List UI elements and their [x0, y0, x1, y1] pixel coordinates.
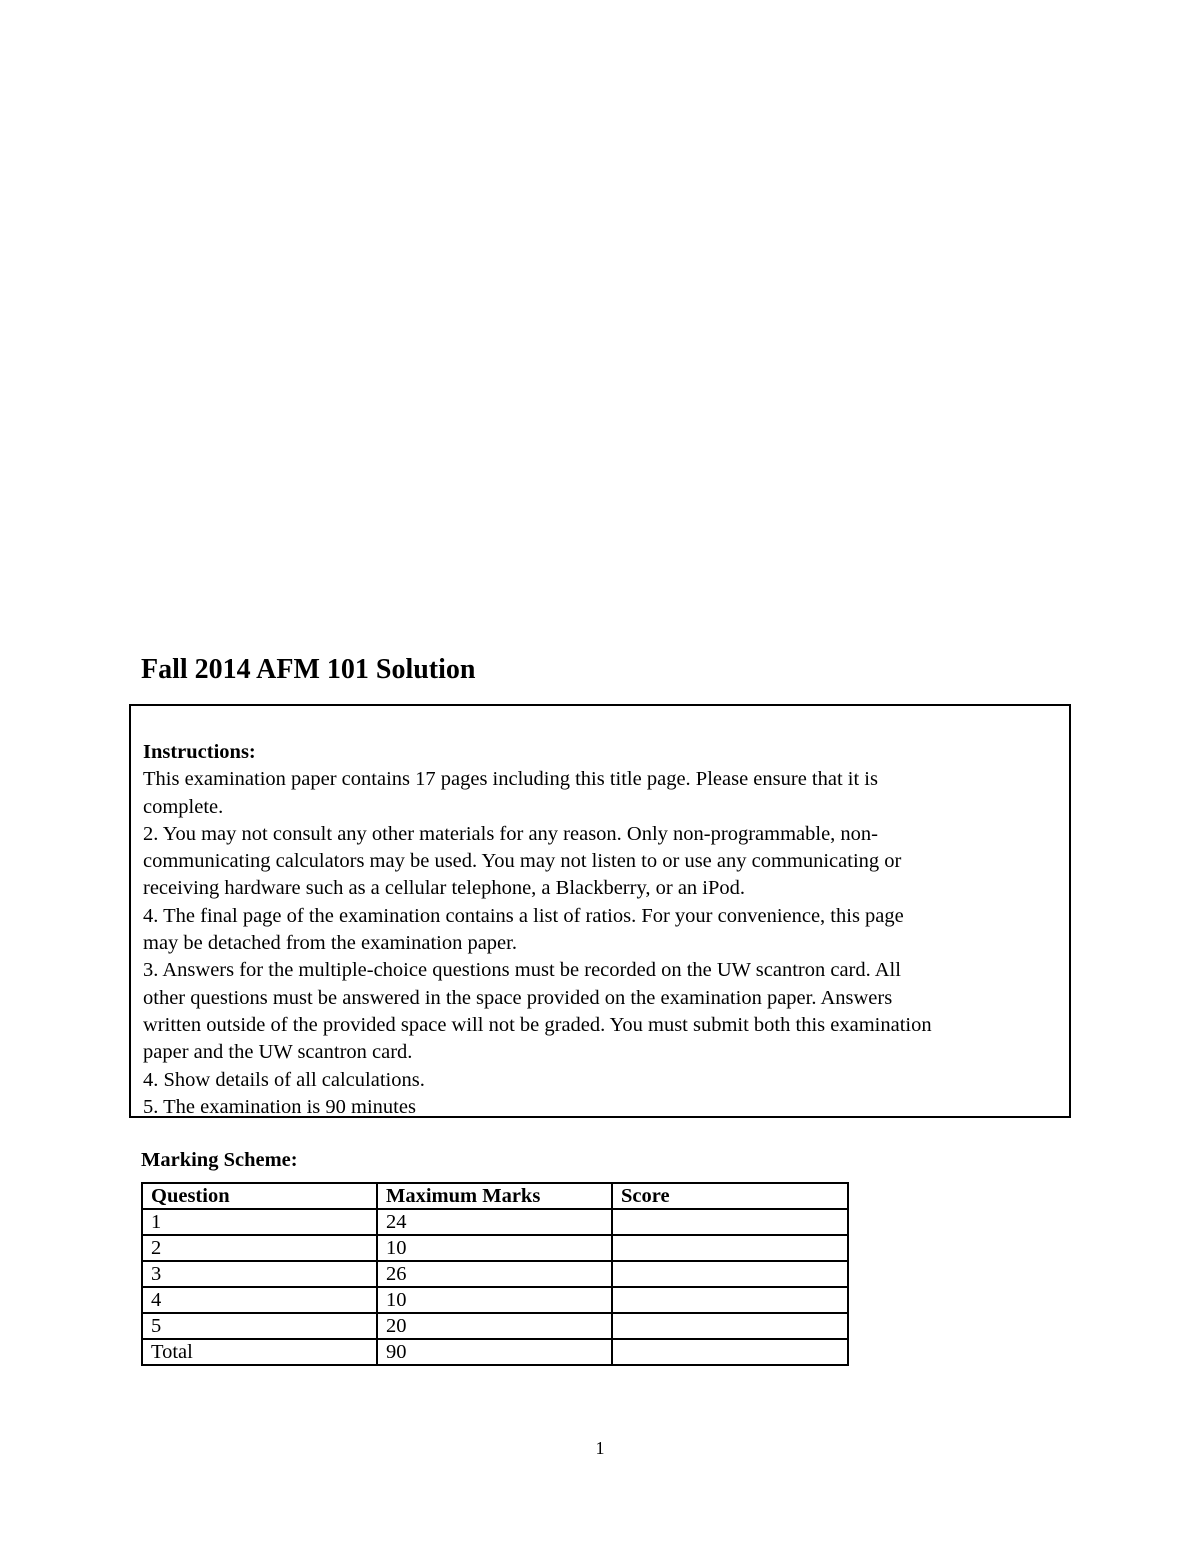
- score-cell: [612, 1339, 848, 1365]
- question-cell: 1: [142, 1209, 377, 1235]
- max-marks-cell: 20: [377, 1313, 612, 1339]
- column-header-score: Score: [612, 1183, 848, 1209]
- instruction-line: paper and the UW scantron card.: [143, 1041, 413, 1064]
- table-row: [142, 1261, 848, 1287]
- table-row: [142, 1287, 848, 1313]
- instruction-line: 4. Show details of all calculations.: [143, 1068, 425, 1091]
- table-row: [142, 1209, 848, 1235]
- page-title: Fall 2014 AFM 101 Solution: [141, 654, 476, 685]
- instruction-line: 4. The final page of the examination contains a list of ratios. For your convenience, this page: [143, 904, 904, 927]
- instruction-line: other questions must be answered in the space provided on the examination paper. Answers: [143, 986, 893, 1009]
- instruction-line: 2. You may not consult any other materials for any reason. Only non-programmable, non-: [143, 822, 878, 845]
- table-header-row: [142, 1183, 848, 1209]
- marking-scheme-heading: Marking Scheme:: [141, 1149, 298, 1171]
- question-cell: 3: [142, 1261, 377, 1287]
- max-marks-cell: 24: [377, 1209, 612, 1235]
- score-cell: [612, 1313, 848, 1339]
- column-header-question: Question: [142, 1183, 377, 1209]
- column-header-maximum-marks: Maximum Marks: [377, 1183, 612, 1209]
- instruction-line: communicating calculators may be used. You may not listen to or use any communicating or: [143, 850, 902, 873]
- table-row-total: [142, 1339, 848, 1365]
- instruction-line: 5. The examination is 90 minutes: [143, 1095, 416, 1118]
- instruction-line: 3. Answers for the multiple-choice questions must be recorded on the UW scantron card. All: [143, 959, 901, 982]
- score-cell: [612, 1287, 848, 1313]
- marking-scheme-table: [141, 1182, 849, 1366]
- instructions-content: [143, 739, 1063, 1121]
- max-marks-cell: 26: [377, 1261, 612, 1287]
- score-cell: [612, 1235, 848, 1261]
- instruction-line: receiving hardware such as a cellular telephone, a Blackberry, or an iPod.: [143, 877, 746, 900]
- max-marks-cell: 10: [377, 1235, 612, 1261]
- table-row: [142, 1235, 848, 1261]
- instruction-line: This examination paper contains 17 pages including this title page. Please ensure that it is: [143, 768, 878, 791]
- instruction-line: may be detached from the examination paper.: [143, 932, 517, 955]
- question-cell: 2: [142, 1235, 377, 1261]
- instructions-heading: Instructions:: [143, 741, 256, 763]
- score-cell: [612, 1261, 848, 1287]
- question-cell: 5: [142, 1313, 377, 1339]
- max-marks-cell: 90: [377, 1339, 612, 1365]
- instruction-line: written outside of the provided space will not be graded. You must submit both this examination: [143, 1013, 932, 1036]
- question-cell: 4: [142, 1287, 377, 1313]
- page-number: 1: [595, 1438, 605, 1458]
- instructions-box: [129, 704, 1071, 1118]
- table-row: [142, 1313, 848, 1339]
- score-cell: [612, 1209, 848, 1235]
- instruction-line: complete.: [143, 795, 224, 818]
- max-marks-cell: 10: [377, 1287, 612, 1313]
- question-cell: Total: [142, 1339, 377, 1365]
